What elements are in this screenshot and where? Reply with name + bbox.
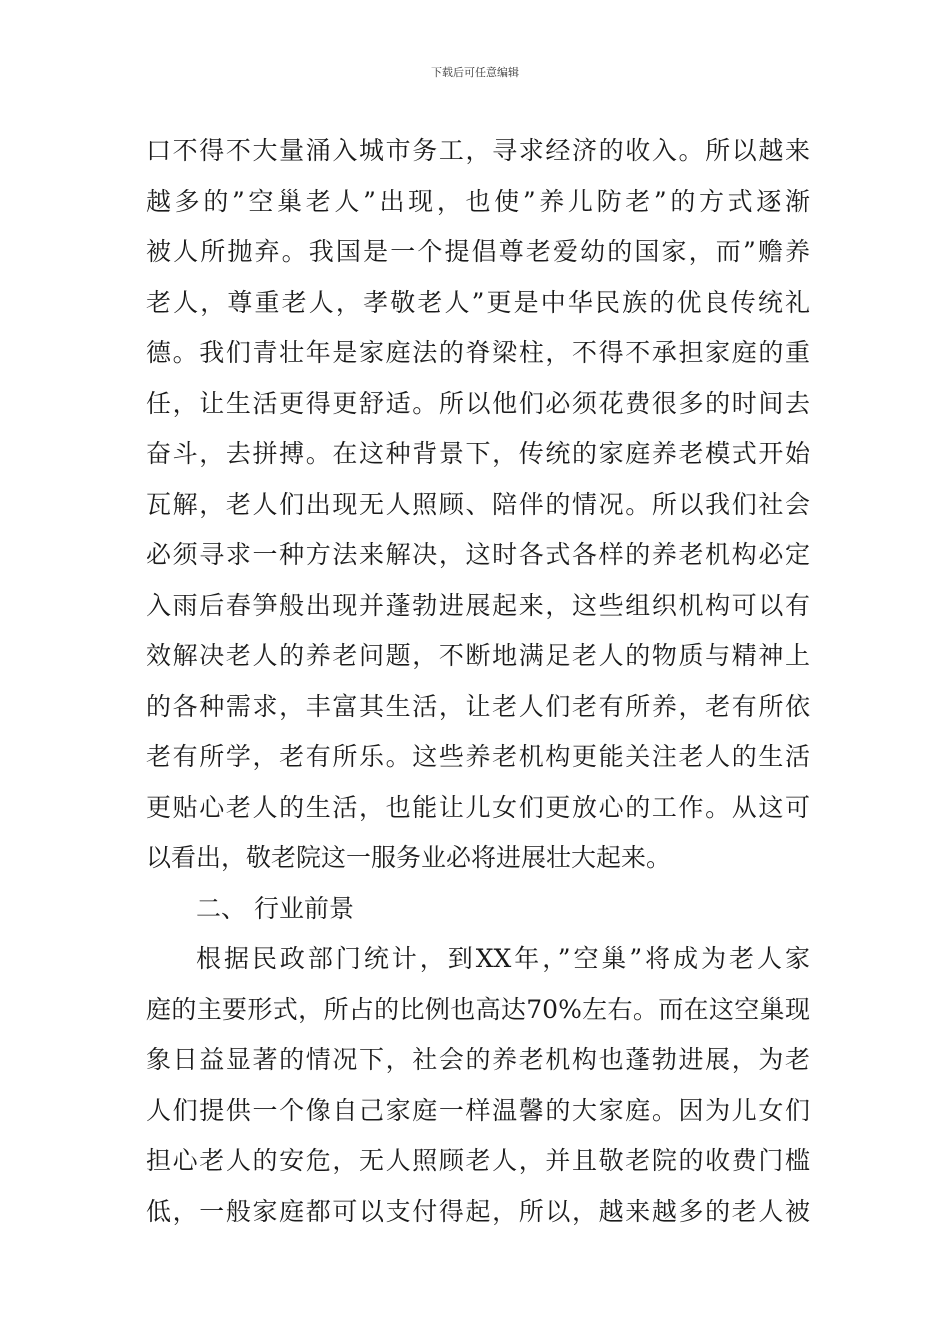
text-line: 低，一般家庭都可以支付得起，所以，越来越多的老人被 xyxy=(146,1196,810,1226)
text-line: 担心老人的安危，无人照顾老人，并且敬老院的收费门槛 xyxy=(146,1146,810,1175)
text-line: 的各种需求，丰富其生活，让老人们老有所养，老有所依 xyxy=(146,691,810,721)
text-line: 任，让生活更得更舒适。所以他们必须花费很多的时间去 xyxy=(146,388,810,418)
page-header: 下载后可任意编辑 xyxy=(431,66,519,79)
text-line: 效解决老人的养老问题，不断地满足老人的物质与精神上 xyxy=(146,641,810,670)
document-body xyxy=(146,126,810,1237)
text-line: 更贴心老人的生活，也能让儿女们更放心的工作。从这可 xyxy=(146,792,810,822)
text-line: 以看出，敬老院这一服务业必将进展壮大起来。 xyxy=(146,843,672,872)
text-line: 被人所抛弃。我国是一个提倡尊老爱幼的国家，而”赡养 xyxy=(146,237,810,266)
text-line: 根据民政部门统计，到XX年，”空巢”将成为老人家 xyxy=(196,944,810,973)
text-line: 老有所学，老有所乐。这些养老机构更能关注老人的生活 xyxy=(146,742,810,771)
text-line: 瓦解，老人们出现无人照顾、陪伴的情况。所以我们社会 xyxy=(146,489,810,519)
text-line: 老人，尊重老人，孝敬老人”更是中华民族的优良传统礼 xyxy=(146,287,810,317)
text-line: 人们提供一个像自己家庭一样温馨的大家庭。因为儿女们 xyxy=(146,1095,810,1125)
text-line: 入雨后春笋般出现并蓬勃进展起来，这些组织机构可以有 xyxy=(146,590,810,620)
text-line: 德。我们青壮年是家庭法的脊梁柱，不得不承担家庭的重 xyxy=(146,338,810,367)
text-line: 必须寻求一种方法来解决，这时各式各样的养老机构必定 xyxy=(146,540,810,569)
text-line: 口不得不大量涌入城市务工，寻求经济的收入。所以越来 xyxy=(146,136,810,165)
text-line: 象日益显著的情况下，社会的养老机构也蓬勃进展，为老 xyxy=(146,1045,810,1074)
text-line: 奋斗，去拼搏。在这种背景下，传统的家庭养老模式开始 xyxy=(146,439,810,468)
section-heading: 二、 行业前景 xyxy=(196,893,354,923)
text-line: 越多的”空巢老人”出现，也使”养儿防老”的方式逐渐 xyxy=(146,186,810,216)
text-line: 庭的主要形式，所占的比例也高达70%左右。而在这空巢现 xyxy=(146,994,810,1024)
